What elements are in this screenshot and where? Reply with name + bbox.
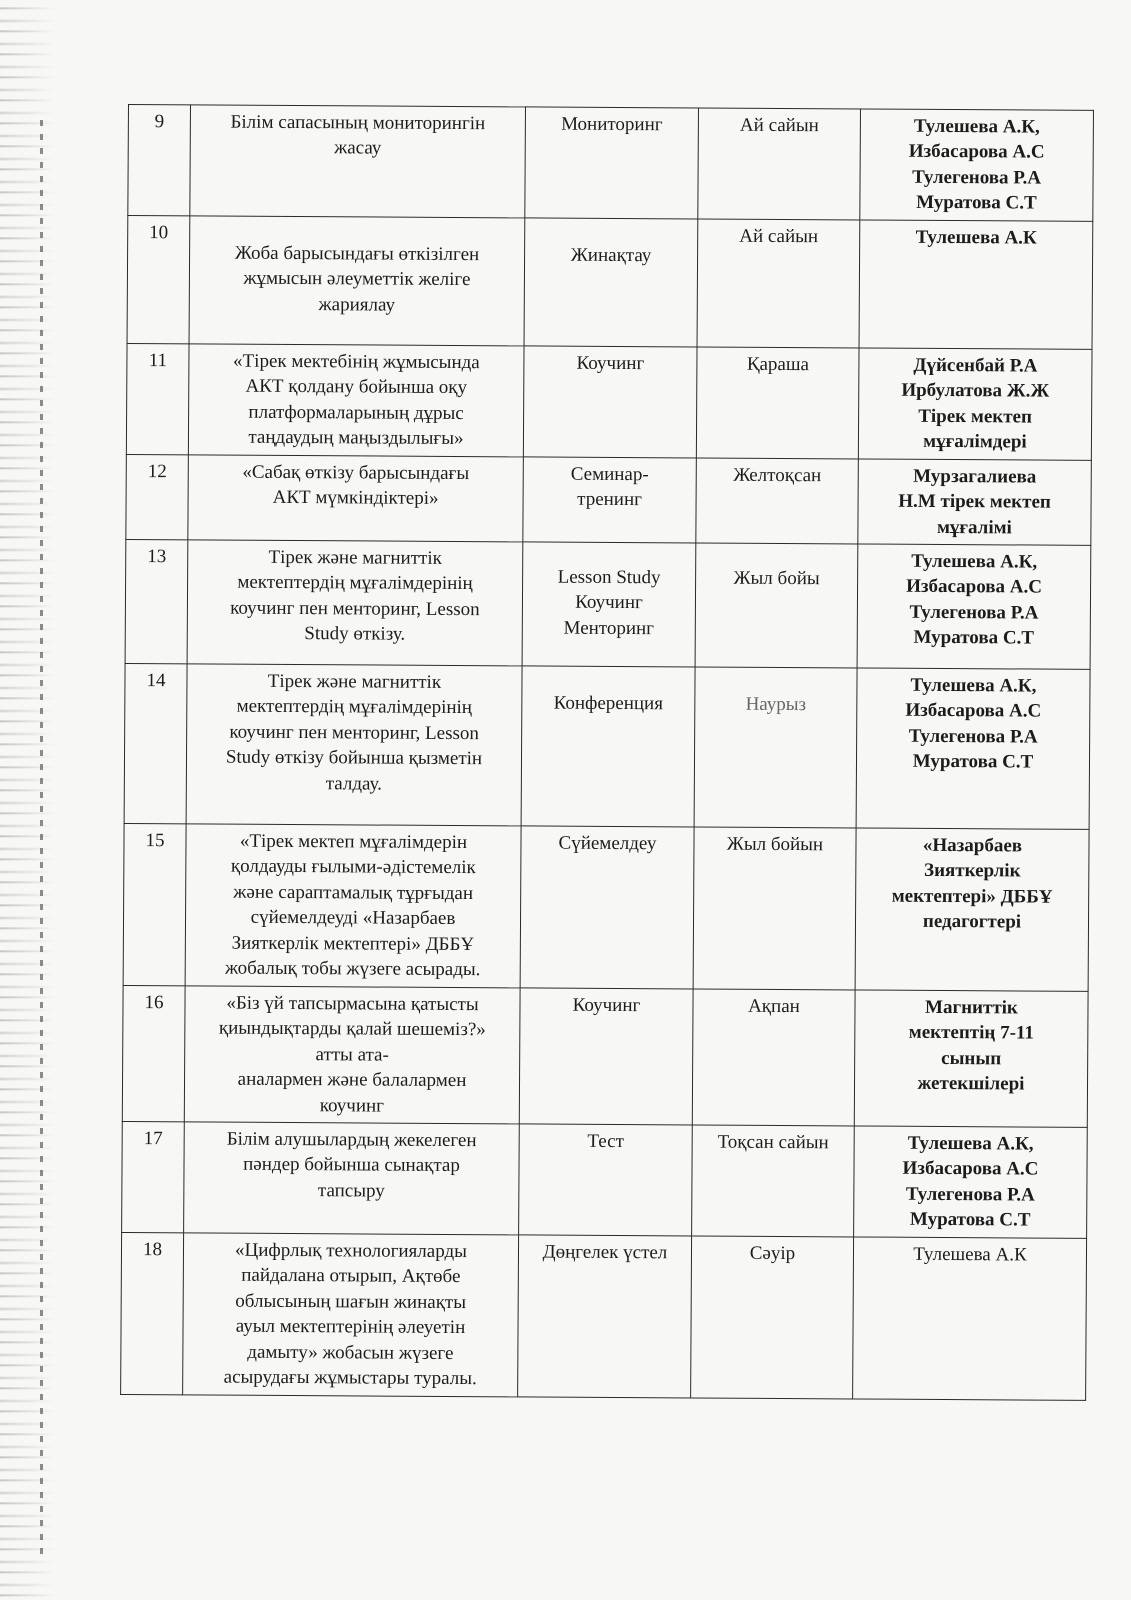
row-number: 17 <box>122 1121 185 1232</box>
activity-form: Тест <box>519 1124 693 1236</box>
row-number: 9 <box>128 105 191 216</box>
responsible-persons: Магниттік мектептің 7-11 сынып жетекшілері <box>854 990 1088 1128</box>
table-row <box>127 215 1093 349</box>
table-row <box>123 823 1089 991</box>
activity-time: Сәуір <box>691 1236 854 1399</box>
responsible-persons: Тулешева А.К <box>859 220 1093 349</box>
activity-time: Жыл бойын <box>693 827 856 990</box>
row-number: 16 <box>122 985 185 1122</box>
activity-time: Наурыз <box>694 667 857 828</box>
activity-title: «Тірек мектебінің жұмысында АКТ қолдану бойынша оқу платформаларының дұрыс таңдаудың маңыздылығы» <box>188 344 524 457</box>
row-number: 18 <box>121 1232 184 1394</box>
table-row <box>121 1232 1087 1400</box>
activity-form: Коучинг <box>523 346 697 458</box>
activity-title: «Цифрлық технологияларды пайдалана отырып, Ақтөбе облысының шағын жинақты ауыл мектептерінің әлеуетін дамыту» жобасын жүзеге асырудағы жұмыстары туралы. <box>183 1233 519 1397</box>
responsible-persons: Дүйсенбай Р.А Ирбулатова Ж.Ж Тірек мектеп мұғалімдері <box>858 348 1092 460</box>
activity-title: Тірек және магниттік мектептердің мұғалімдерінің коучинг пен менторинг, Lesson Study өткізу бойынша қызметін талдау. <box>186 664 522 826</box>
table-row <box>126 454 1092 545</box>
activity-time: Тоқсан сайын <box>692 1125 855 1237</box>
activity-title: Тірек және магниттік мектептердің мұғалімдерінің коучинг пен менторинг, Lesson Study өткізу. <box>187 540 523 666</box>
activity-title: «Тірек мектеп мұғалімдерін қолдауды ғылыми-әдістемелік және сараптамалық тұрғыдан сүйемелдеуді «Назарбаев Зияткерлік мектептері» ДББҰ жобалық тобы жүзеге асырады. <box>185 824 521 988</box>
plan-table-body <box>121 105 1094 1400</box>
table-row <box>125 539 1091 669</box>
row-number: 10 <box>127 215 190 343</box>
activity-title: Білім сапасының мониторингін жасау <box>190 105 526 218</box>
responsible-persons: Тулешева А.К, Избасарова А.С Тулегенова Р.А Муратова С.Т <box>854 1126 1088 1238</box>
activity-time: Ақпан <box>692 989 855 1126</box>
plan-table <box>120 104 1094 1400</box>
activity-form: Конференция <box>521 666 695 827</box>
activity-title: Білім алушылардың жекелеген пәндер бойынша сынақтар тапсыру <box>184 1122 520 1235</box>
responsible-persons: Тулешева А.К, Избасарова А.С Тулегенова Р.А Муратова С.Т <box>860 109 1094 221</box>
scan-binding-line <box>40 120 43 1560</box>
activity-form: Мониторинг <box>525 107 699 219</box>
activity-time: Жыл бойы <box>695 543 858 668</box>
activity-time: Желтоқсан <box>696 458 859 544</box>
responsible-persons: Тулешева А.К, Избасарова А.С Тулегенова Р.А Муратова С.Т <box>856 668 1090 829</box>
activity-title: «Сабақ өткізу барысындағы АКТ мүмкіндіктері» <box>188 455 524 542</box>
activity-title: «Біз үй тапсырмасына қатысты қиындықтарды қалай шешеміз?» атты ата- аналармен және балалармен коучинг <box>184 986 520 1124</box>
activity-form: Семинар- тренинг <box>523 457 697 543</box>
activity-time: Ай сайын <box>697 219 860 348</box>
table-row <box>124 663 1090 829</box>
row-number: 11 <box>126 343 189 454</box>
responsible-persons: Тулешева А.К, Избасарова А.С Тулегенова Р.А Муратова С.Т <box>857 544 1091 669</box>
activity-form: Дөңгелек үстел <box>518 1235 692 1398</box>
activity-form: Lesson Study Коучинг Менторинг <box>522 542 696 667</box>
row-number: 15 <box>123 823 186 985</box>
table-row <box>128 105 1094 222</box>
table-row <box>122 985 1088 1127</box>
table-row <box>126 343 1092 460</box>
activity-title: Жоба барысындағы өткізілген жұмысын әлеуметтік желіге жариялау <box>189 216 525 346</box>
row-number: 13 <box>125 539 188 663</box>
responsible-persons: Тулешева А.К <box>853 1237 1087 1400</box>
activity-time: Қараша <box>696 347 859 459</box>
responsible-persons: «Назарбаев Зияткерлік мектептері» ДББҰ педагогтері <box>855 828 1089 991</box>
row-number: 14 <box>124 663 187 823</box>
activity-form: Жинақтау <box>524 218 698 347</box>
table-row <box>122 1121 1088 1238</box>
activity-form: Коучинг <box>519 988 693 1125</box>
scan-shadow-edge <box>0 0 55 1600</box>
responsible-persons: Мурзагалиева Н.М тірек мектеп мұғалімі <box>858 459 1092 546</box>
activity-form: Сүйемелдеу <box>520 826 694 989</box>
activity-time: Ай сайын <box>698 108 861 220</box>
row-number: 12 <box>126 454 189 540</box>
